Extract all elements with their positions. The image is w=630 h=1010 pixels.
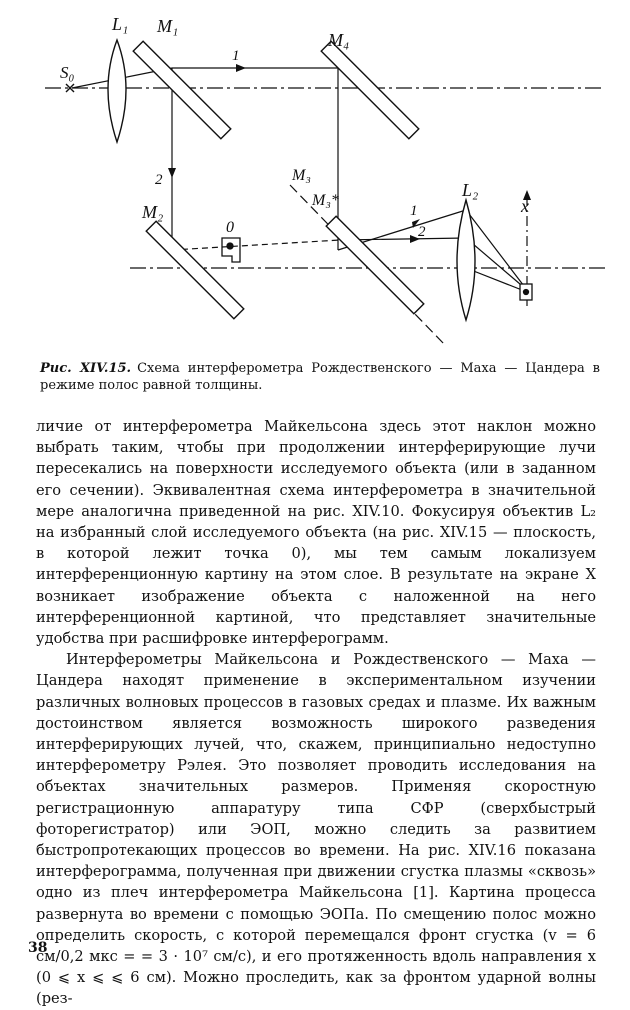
- label-mirror3-virtual: M₃*: [312, 192, 339, 209]
- label-mirror3: M₃: [292, 167, 311, 184]
- label-axis: x: [521, 196, 529, 216]
- caption-lead: Рис. XIV.15.: [40, 361, 132, 376]
- caption-text: Схема интерферометра Рождественского — Маха — Цандера в режиме полос равной толщины.: [40, 361, 600, 393]
- mirror-m4: [321, 41, 419, 139]
- page-number: 38: [28, 940, 48, 956]
- label-object: 0: [226, 219, 234, 236]
- beam-2-dashed: [172, 240, 340, 250]
- paragraph-1: личие от интерферометра Майкельсона здесь этот наклон можно выбрать таким, чтобы при продолжении интерферирующие лучи пересекались на поверхности исследуемого объекта (или в заданном его сечении). Эквивалентная схема интерферометра в значительной мере аналогична приведенной на рис. XIV.10. Фокусируя объектив L₂ на избранный слой исследуемого объекта (на рис. XIV.15 — плоскость, в которой лежит точка 0), мы тем самым локализуем интерференционную картину на этом слое. В результате на экране X возникает изображение объекта с наложенной на него интерференционной картиной, что представляет значительные удобства при расшифровке интерферограмм.: [36, 418, 596, 648]
- label-source: S₀: [60, 63, 75, 82]
- label-beam-1-top: 1: [232, 48, 240, 64]
- arrow-beam-1-top: [236, 64, 246, 72]
- mirror-m1: [133, 41, 231, 139]
- body-text: [36, 416, 596, 1010]
- label-lens1: L₁: [112, 14, 129, 34]
- figure-caption: [40, 360, 600, 394]
- mirror-m3: [326, 216, 424, 314]
- screen: [520, 284, 532, 300]
- label-lens2: L₂: [462, 180, 479, 200]
- arrow-beam-2-left: [168, 168, 176, 178]
- object-holder: [222, 238, 240, 262]
- lens-l1: [108, 40, 126, 142]
- label-mirror1: M₁: [157, 16, 179, 36]
- label-mirror4: M₄: [328, 30, 350, 50]
- label-beam-2-left: 2: [155, 172, 163, 188]
- label-beam-1-right: 1: [410, 203, 418, 219]
- interferometer-diagram: [0, 0, 630, 360]
- label-mirror2: M₂: [142, 202, 164, 222]
- label-beam-2-right: 2: [418, 224, 426, 240]
- paragraph-2: Интерферометры Майкельсона и Рождественского — Маха — Цандера находят применение в экспериментальном изучении различных волновых процессов в газовых средах и плазме. Их важным достоинством является возможность широкого разведения интерферирующих лучей, что, скажем, принципиально недоступно интерферометру Рэлея. Это позволяет проводить исследования на объектах значительных размеров. Применяя скоростную регистрационную аппаратуру типа СФР (сверхбыстрый фоторегистратор) или ЭОП, можно следить за развитием быстропротекающих процессов во времени. На рис. XIV.16 показана интерферограмма, полученная при движении сгустка плазмы «сквозь» одно из плеч интерферометра Майкельсона [1]. Картина процесса развернута во времени с помощью ЭОПа. По смещению полос можно определить скорость, с которой перемещался фронт сгустка (v = 6 см/0,2 мкс = = 3 · 10⁷ см/с), и его протяженность вдоль направления x (0 ⩽ x ⩽ ⩽ 6 см). Можно проследить, как за фронтом ударной волны (рез-: [36, 651, 596, 1008]
